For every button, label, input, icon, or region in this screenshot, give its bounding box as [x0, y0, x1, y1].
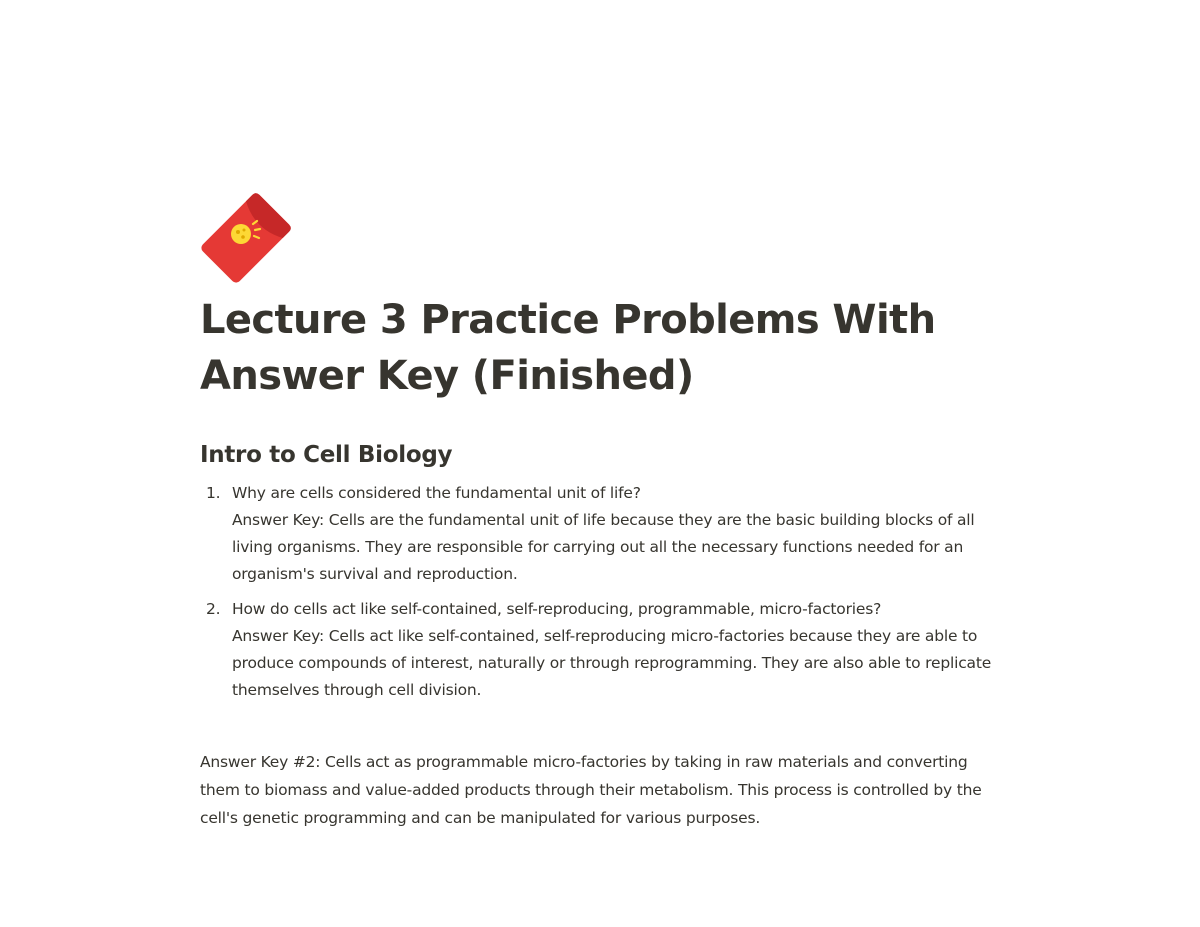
answer-text: Answer Key: Cells act like self-contained, self-reproducing micro-factories because they are able to produce compounds of interest, naturally or through reprogramming. They are also able to replicate themselves through cell division. [232, 627, 992, 699]
list-item [200, 480, 1012, 588]
page-content [200, 190, 1020, 832]
closing-paragraph: Answer Key #2: Cells act as programmable micro-factories by taking in raw materials and converting them to biomass and value-added products through their metabolism. This process is controlled by the cell's genetic programming and can be manipulated for various purposes. [200, 753, 982, 827]
answer-text: Answer Key: Cells are the fundamental unit of life because they are the basic building blocks of all living organisms. They are responsible for carrying out all the necessary functions needed for an organism's survival and reproduction. [232, 511, 975, 583]
question-list [200, 480, 1020, 704]
list-number: 2. [206, 600, 221, 618]
list-number: 1. [206, 484, 221, 502]
question-text: How do cells act like self-contained, self-reproducing, programmable, micro-factories? [232, 600, 882, 618]
list-item [200, 596, 1012, 704]
question-text: Why are cells considered the fundamental unit of life? [232, 484, 641, 502]
section-heading: Intro to Cell Biology [200, 442, 453, 468]
red-envelope-icon[interactable] [198, 190, 294, 286]
page-title: Lecture 3 Practice Problems With Answer Key (Finished) [200, 297, 936, 399]
